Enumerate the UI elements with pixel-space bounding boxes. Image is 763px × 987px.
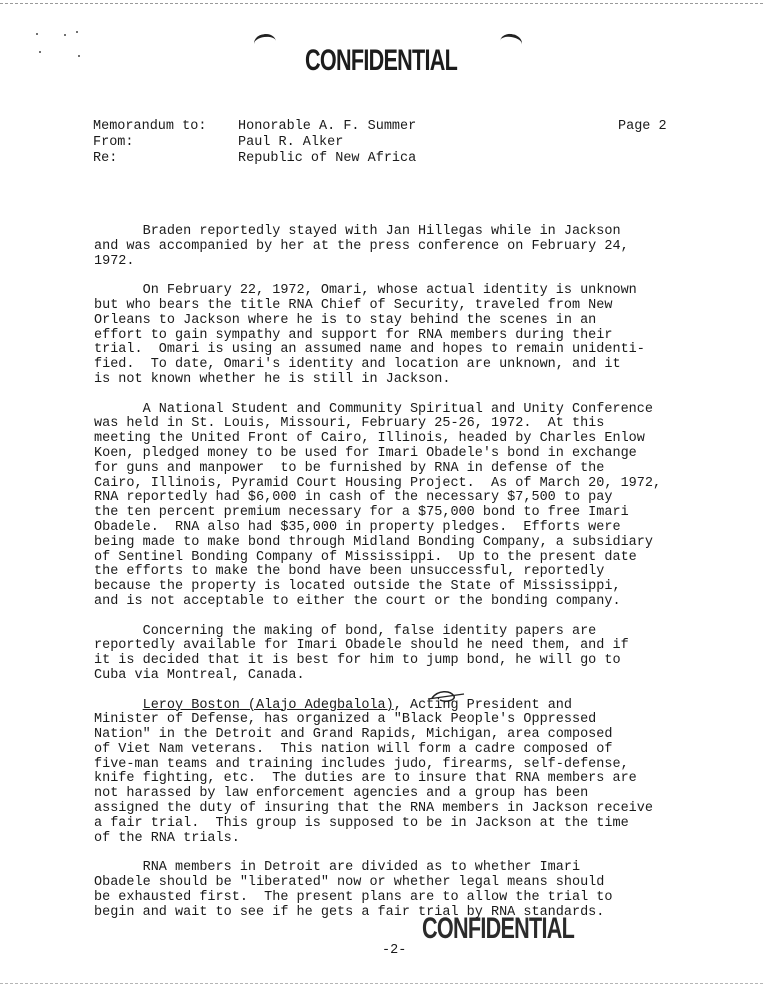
paragraph-line: Nation" in the Detroit and Grand Rapids, Michigan, area composed xyxy=(94,727,613,743)
paragraph-line: and was accompanied by her at the press conference on February 24, xyxy=(94,238,629,254)
page-indicator: Page 2 xyxy=(618,119,667,134)
paragraph-line: Leroy Boston (Alajo Adegbalola), Acting President and xyxy=(142,697,572,713)
bottom-dashed-border xyxy=(0,983,763,984)
from-value: Paul R. Alker xyxy=(238,135,344,150)
memo-body xyxy=(94,225,734,935)
scan-speck xyxy=(76,31,78,33)
top-dashed-border xyxy=(0,3,763,4)
paragraph-line: Orleans to Jackson where he is to stay behind the scenes in an xyxy=(94,312,597,328)
paragraph-line: a fair trial. This group is supposed to be in Jackson at the time xyxy=(94,815,629,831)
page-number: -2- xyxy=(382,943,407,958)
paragraph-line: not harassed by law enforcement agencies and a group has been xyxy=(94,786,589,802)
paragraph-line: of Viet Nam veterans. This nation will form a cadre composed of xyxy=(94,741,613,757)
paragraph-line: five-man teams and training includes judo, firearms, self-defense, xyxy=(94,756,629,772)
paragraph-line: Minister of Defense, has organized a "Black People's Oppressed xyxy=(94,712,597,728)
paragraph-line: knife fighting, etc. The duties are to insure that RNA members are xyxy=(94,771,637,787)
paragraph-line: it is decided that it is best for him to jump bond, he will go to xyxy=(94,653,621,669)
paragraph-6 xyxy=(94,861,734,920)
confidential-stamp-bottom: CONFIDENTIAL xyxy=(422,912,575,945)
paragraph-line: but who bears the title RNA Chief of Security, traveled from New xyxy=(94,297,613,313)
paragraph-line: was held in St. Louis, Missouri, February 25-26, 1972. At this xyxy=(94,416,605,432)
scan-speck xyxy=(64,34,66,36)
header-row-to xyxy=(93,119,416,135)
paragraph-line: meeting the United Front of Cairo, Illinois, headed by Charles Enlow xyxy=(94,431,645,447)
paragraph-line: the efforts to make the bond have been unsuccessful, reportedly xyxy=(94,564,605,580)
redaction-mark-right xyxy=(499,32,524,53)
leroy-boston-name: Leroy Boston (Alajo Adegbalola) xyxy=(142,697,394,713)
paragraph-line: of the RNA trials. xyxy=(94,830,240,846)
paragraph-line: Obadele. RNA also had $35,000 in property pledges. Efforts were xyxy=(94,519,621,535)
paragraph-line: RNA reportedly had $6,000 in cash of the necessary $7,500 to pay xyxy=(94,490,613,506)
paragraph-line: for guns and manpower to be furnished by RNA in defense of the xyxy=(94,460,605,476)
paragraph-line: the ten percent premium necessary for a $75,000 bond to free Imari xyxy=(94,505,629,521)
paragraph-1 xyxy=(94,225,734,269)
scan-speck xyxy=(39,51,41,53)
paragraph-line: Concerning the making of bond, false identity papers are xyxy=(94,623,597,639)
memo-header xyxy=(93,119,416,167)
paragraph-line: Koen, pledged money to be used for Imari Obadele's bond in exchange xyxy=(94,445,637,461)
from-label: From: xyxy=(93,135,134,150)
header-row-from xyxy=(93,135,416,151)
scan-speck xyxy=(36,33,38,35)
paragraph-line: Cairo, Illinois, Pyramid Court Housing Project. As of March 20, 1972, xyxy=(94,475,662,491)
paragraph-line: begin and wait to see if he gets a fair trial by RNA standards. xyxy=(94,904,605,920)
header-row-re xyxy=(93,151,416,167)
paragraph-line: RNA members in Detroit are divided as to whether Imari xyxy=(94,860,581,876)
paragraph-line: and is not acceptable to either the court or the bonding company. xyxy=(94,593,621,609)
paragraph-line: is not known whether he is still in Jackson. xyxy=(94,371,451,387)
paragraph-2 xyxy=(94,284,734,388)
paragraph-4 xyxy=(94,625,734,684)
paragraph-line: effort to gain sympathy and support for RNA members during their xyxy=(94,327,613,343)
confidential-stamp-top: CONFIDENTIAL xyxy=(305,44,458,77)
re-label: Re: xyxy=(93,151,118,166)
paragraph-line: 1972. xyxy=(94,253,135,269)
to-label: Memorandum to: xyxy=(93,119,207,134)
paragraph-3 xyxy=(94,403,734,610)
scan-speck xyxy=(78,55,80,57)
paragraph-line: Cuba via Montreal, Canada. xyxy=(94,667,305,683)
paragraph-line: of Sentinel Bonding Company of Mississippi. Up to the present date xyxy=(94,549,637,565)
paragraph-line: fied. To date, Omari's identity and location are unknown, and it xyxy=(94,357,621,373)
paragraph-line: reportedly available for Imari Obadele should he need them, and if xyxy=(94,638,629,654)
paragraph-line: A National Student and Community Spiritual and Unity Conference xyxy=(94,401,653,417)
paragraph-line: Obadele should be "liberated" now or whether legal means should xyxy=(94,875,605,891)
handwritten-annotation xyxy=(426,686,466,706)
paragraph-line: On February 22, 1972, Omari, whose actual identity is unknown xyxy=(94,283,637,299)
paragraph-line: trial. Omari is using an assumed name and hopes to remain unidenti- xyxy=(94,342,645,358)
paragraph-5 xyxy=(94,699,734,847)
paragraph-line: be exhausted first. The present plans are to allow the trial to xyxy=(94,889,613,905)
paragraph-line: assigned the duty of insuring that the RNA members in Jackson receive xyxy=(94,801,653,817)
paragraph-line: Braden reportedly stayed with Jan Hillegas while in Jackson xyxy=(94,224,621,239)
to-value: Honorable A. F. Summer xyxy=(238,119,417,134)
redaction-mark-left xyxy=(253,33,277,53)
re-value: Republic of New Africa xyxy=(238,151,417,166)
paragraph-line: because the property is located outside the State of Mississippi, xyxy=(94,579,621,595)
paragraph-line: being made to make bond through Midland Bonding Company, a subsidiary xyxy=(94,534,653,550)
